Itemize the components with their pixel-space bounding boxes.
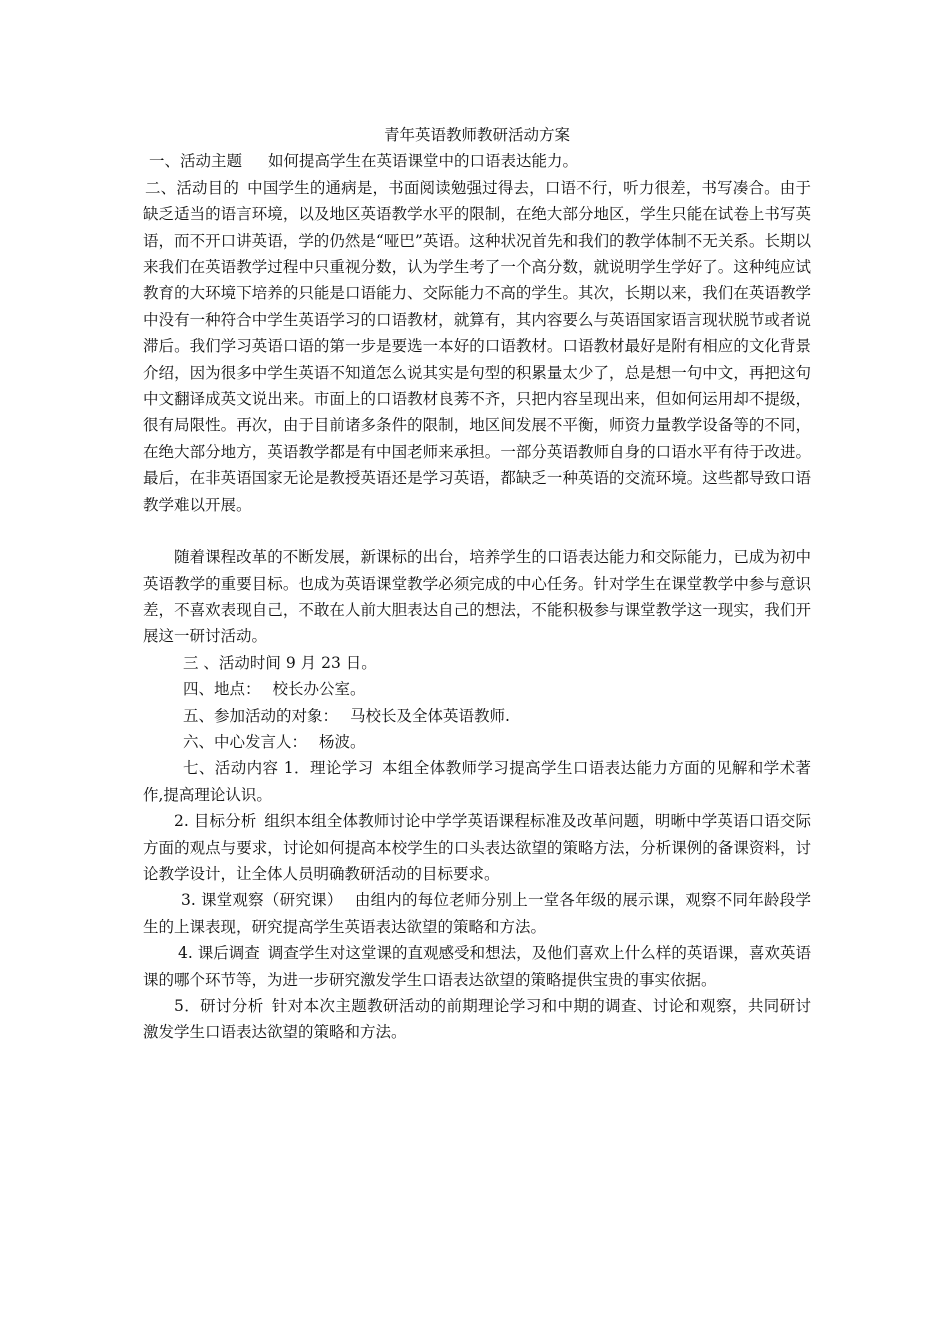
paragraph-reform: 随着课程改革的不断发展，新课标的出台，培养学生的口语表达能力和交际能力，已成为初中英语教学的重要目标。也成为英语课堂教学必须完成的中心任务。针对学生在课堂教学中参与意识差，不喜欢表现自己，不敢在人前大胆表达自己的想法，不能积极参与课堂教学这一现实，我们开展这一研讨活动。 — [143, 548, 811, 646]
content-item-text: 针对本次主题教研活动的前期理论学习和中期的调查、讨论和观察，共同研讨激发学生口语表达欲望的策略和方法。 — [143, 997, 811, 1042]
section-activity-theme — [143, 148, 811, 174]
section-activity-content — [143, 755, 811, 808]
paragraph-gap — [143, 518, 811, 544]
section-text: 校长办公室。 — [272, 680, 366, 699]
content-item-label: 4. 课后调查 — [178, 944, 260, 963]
section-text: 中国学生的通病是，书面阅读勉强过得去，口语不行，听力很差，书写凑合。由于缺乏适当的语言环境，以及地区英语教学水平的限制，在绝大部分地区，学生只能在试卷上书写英语，而不开口讲英语，学的仍然是“哑巴”英语。这种状况首先和我们的教学体制不无关系。长期以来我们在英语教学过程中只重视分数，认为学生考了一个高分数，就说明学生学好了。这种纯应试教育的大环境下培养的只能是口语能力、交际能力不高的学生。其次，长期以来，我们在英语教学中没有一种符合中学生英语学习的口语教材，就算有，其内容要么与英语国家语言现状脱节或者说滞后。我们学习英语口语的第一步是要选一本好的口语教材。口语教材最好是附有相应的文化背景介绍，因为很多中学生英语不知道怎么说其实是句型的积累量太少了，总是想一句中文，再把这句中文翻译成英文说出来。市面上的口语教材良莠不齐，只把内容呈现出来，但如何运用却不提级，很有局限性。再次，由于目前诸多条件的限制，地区间发展不平衡，师资力量教学设备等的不同，在绝大部分地方，英语教学都是有中国老师来承担。一部分英语教师自身的口语水平有待于改进。最后，在非英语国家无论是教授英语还是学习英语，都缺乏一种英语的交流环境。这些都导致口语教学难以开展。 — [143, 178, 811, 514]
section-speaker — [143, 729, 811, 755]
content-item-target-analysis — [143, 808, 811, 887]
section-text: 9 月 23 日。 — [285, 653, 377, 672]
section-text: 杨波。 — [319, 732, 366, 751]
section-location — [143, 676, 811, 702]
section-label: 一、活动主题 — [149, 152, 243, 171]
content-item-text: 由组内的每位老师分别上一堂各年级的展示课，观察不同年龄段学生的上课表现，研究提高学生英语表达欲望的策略和方法。 — [143, 891, 811, 936]
content-item-label: 3. 课堂观察（研究课） — [181, 891, 343, 910]
section-text: 马校长及全体英语教师. — [350, 706, 510, 725]
section-label: 七、活动内容 — [183, 759, 279, 778]
section-activity-purpose — [143, 175, 811, 518]
section-label: 五、参加活动的对象： — [183, 706, 339, 725]
section-text: 如何提高学生在英语课堂中的口语表达能力。 — [268, 152, 579, 171]
section-activity-time — [143, 650, 811, 676]
section-participants — [143, 703, 811, 729]
content-item-label: 5．研讨分析 — [174, 997, 264, 1015]
document-title: 青年英语教师教研活动方案 — [383, 126, 570, 144]
document-page — [143, 122, 811, 1046]
section-label: 二、活动目的 — [145, 178, 239, 197]
content-item-text: 调查学生对这堂课的直观感受和想法，及他们喜欢上什么样的英语课，喜欢英语课的哪个环节等，为进一步研究激发学生口语表达欲望的策略提供宝贵的事实依据。 — [143, 944, 811, 989]
content-item-post-class-survey — [143, 940, 811, 993]
content-item-label: 1．理论学习 — [283, 759, 374, 778]
content-item-text: 本组全体教师学习提高学生口语表达能力方面的见解和学术著作,提高理论认识。 — [143, 759, 811, 804]
content-item-label: 2. 目标分析 — [174, 812, 257, 831]
content-item-discussion-analysis — [143, 993, 811, 1046]
section-label: 三 、活动时间 — [183, 653, 281, 672]
content-item-class-observation — [143, 887, 811, 940]
content-item-text: 组织本组全体教师讨论中学学英语课程标准及改革问题，明晰中学英语口语交际方面的观点与要求，讨论如何提高本校学生的口头表达欲望的策略方法，分析课例的备课资料，讨论教学设计，让全体人员明确教研活动的目标要求。 — [143, 812, 811, 883]
section-label: 四、地点： — [183, 680, 261, 699]
section-label: 六、中心发言人： — [183, 732, 308, 751]
